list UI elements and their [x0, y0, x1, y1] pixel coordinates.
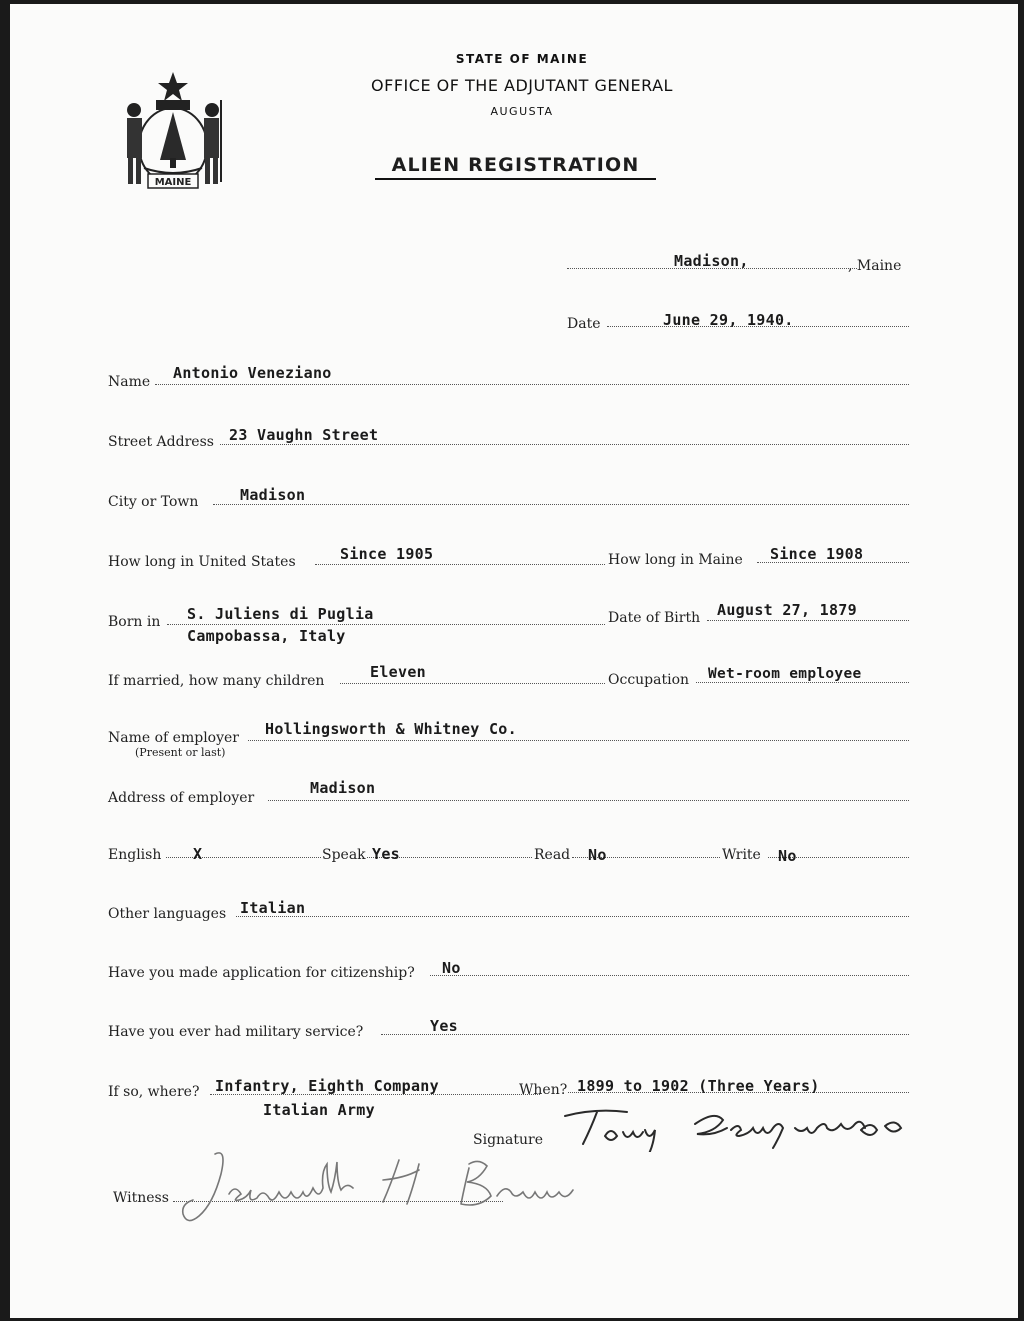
- registration-form: [10, 4, 1018, 1318]
- when-value[interactable]: 1899 to 1902 (Three Years): [577, 1077, 820, 1095]
- speak-value[interactable]: Yes: [372, 845, 400, 863]
- born-in-value-line2[interactable]: Campobassa, Italy: [187, 627, 346, 645]
- maine-duration-label: How long in Maine: [608, 552, 743, 568]
- where-value-line2[interactable]: Italian Army: [263, 1101, 375, 1119]
- employer-address-label: Address of employer: [108, 790, 255, 806]
- occupation-value[interactable]: Wet-room employee: [708, 666, 862, 682]
- employer-label: Name of employer: [108, 730, 239, 746]
- us-duration-line: [315, 564, 605, 565]
- occupation-label: Occupation: [608, 672, 690, 688]
- other-languages-label: Other languages: [108, 906, 227, 922]
- street-label: Street Address: [108, 434, 214, 450]
- us-duration-label: How long in United States: [108, 554, 296, 570]
- city-label: City or Town: [108, 494, 199, 510]
- employer-sublabel: (Present or last): [135, 746, 226, 759]
- city-line: [213, 504, 909, 505]
- employer-line: [248, 740, 909, 741]
- citizenship-line: [430, 975, 909, 976]
- city-value[interactable]: Madison: [240, 486, 306, 504]
- city-heading: AUGUSTA: [490, 105, 554, 118]
- citizenship-label: Have you made application for citizenship?: [108, 965, 415, 981]
- employer-value[interactable]: Hollingsworth & Whitney Co.: [265, 720, 517, 738]
- english-value[interactable]: X: [193, 845, 203, 863]
- military-line: [381, 1034, 909, 1035]
- other-languages-line: [236, 916, 909, 917]
- name-value[interactable]: Antonio Veneziano: [173, 364, 332, 382]
- birth-date-label: Date of Birth: [608, 610, 701, 626]
- date-value[interactable]: June 29, 1940.: [663, 311, 794, 329]
- witness-signature-image: [175, 1144, 615, 1239]
- birth-date-line: [707, 620, 909, 621]
- read-value[interactable]: No: [588, 846, 607, 864]
- street-line: [220, 444, 909, 445]
- write-label: Write: [722, 847, 761, 863]
- other-languages-value[interactable]: Italian: [240, 899, 306, 917]
- employer-address-line: [268, 800, 909, 801]
- signature-label: Signature: [473, 1132, 544, 1148]
- citizenship-value[interactable]: No: [442, 959, 461, 977]
- street-value[interactable]: 23 Vaughn Street: [229, 426, 379, 444]
- name-label: Name: [108, 374, 151, 390]
- children-value[interactable]: Eleven: [370, 663, 426, 681]
- military-value[interactable]: Yes: [430, 1017, 458, 1035]
- office-heading: OFFICE OF THE ADJUTANT GENERAL: [371, 76, 673, 95]
- us-duration-value[interactable]: Since 1905: [340, 545, 434, 563]
- english-line: [166, 857, 321, 858]
- where-value[interactable]: Infantry, Eighth Company: [215, 1077, 439, 1095]
- born-in-value[interactable]: S. Juliens di Puglia: [187, 605, 374, 623]
- where-label: If so, where?: [108, 1084, 200, 1100]
- name-line: [155, 384, 909, 385]
- form-title: ALIEN REGISTRATION: [375, 154, 656, 180]
- employer-address-value[interactable]: Madison: [310, 779, 376, 797]
- birth-date-value[interactable]: August 27, 1879: [717, 601, 857, 619]
- place-suffix: , Maine: [848, 258, 902, 274]
- write-value[interactable]: No: [778, 847, 797, 865]
- born-in-label: Born in: [108, 614, 161, 630]
- maine-duration-value[interactable]: Since 1908: [770, 545, 864, 563]
- occupation-line: [696, 682, 909, 683]
- military-label: Have you ever had military service?: [108, 1024, 364, 1040]
- when-label: When?: [519, 1082, 568, 1098]
- english-label: English: [108, 847, 162, 863]
- children-line: [340, 683, 605, 684]
- speak-label: Speak: [322, 847, 366, 863]
- place-value[interactable]: Madison,: [674, 252, 749, 270]
- read-label: Read: [534, 847, 571, 863]
- state-heading: STATE OF MAINE: [455, 52, 589, 66]
- date-label: Date: [567, 316, 601, 332]
- seal-banner-text: MAINE: [154, 177, 192, 188]
- children-label: If married, how many children: [108, 673, 325, 689]
- witness-label: Witness: [113, 1190, 169, 1206]
- born-in-line: [167, 624, 605, 625]
